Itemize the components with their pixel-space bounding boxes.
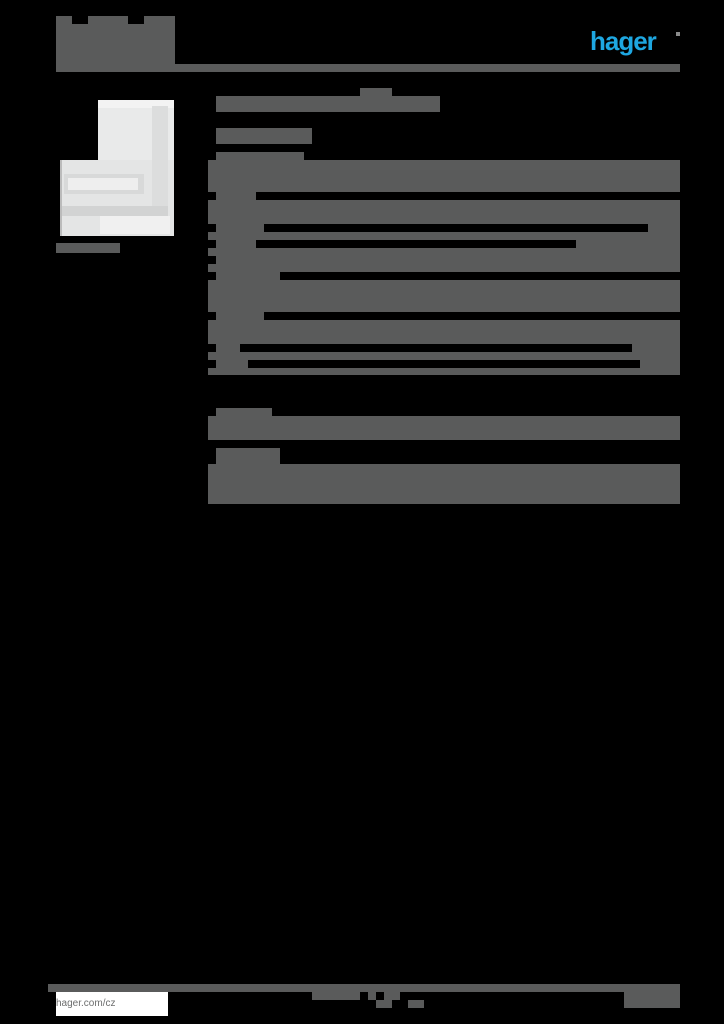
title-tab: [360, 88, 392, 96]
page-subtitle: [216, 128, 312, 144]
footer-notch: [376, 992, 384, 1000]
header-notch: [176, 40, 184, 64]
row-divider: [280, 272, 680, 280]
product-caption: [56, 243, 120, 253]
spec-table-heading: [216, 152, 304, 160]
footer-center-info: [312, 992, 400, 1000]
header-rule: [56, 64, 680, 72]
row-divider: [256, 240, 576, 248]
row-divider: [208, 360, 216, 368]
footer-website-link[interactable]: [56, 992, 168, 1016]
hager-logo: [590, 26, 680, 58]
product-image: [60, 98, 176, 238]
row-divider: [208, 312, 216, 320]
section-2-body: [208, 416, 680, 440]
row-divider: [264, 312, 680, 320]
footer-page-info: [624, 992, 680, 1008]
brand-logo-text: hager: [590, 26, 656, 56]
header-notch: [72, 16, 88, 24]
footer-notch: [392, 1000, 408, 1008]
logo-registered-mark: [676, 32, 680, 36]
page-title: [216, 96, 440, 112]
row-divider: [208, 256, 216, 264]
footer-notch: [360, 992, 368, 1000]
footer-rule: [48, 984, 680, 992]
row-divider: [256, 192, 680, 200]
row-divider: [208, 224, 216, 232]
row-divider: [264, 224, 648, 232]
row-divider: [248, 360, 640, 368]
row-divider: [208, 240, 216, 248]
row-divider: [240, 344, 632, 352]
row-divider: [208, 272, 216, 280]
section-3-heading: [216, 448, 280, 464]
section-3-body: [208, 464, 680, 504]
header-notch: [128, 16, 144, 24]
row-divider: [208, 344, 216, 352]
section-2-heading: [216, 408, 272, 416]
table-right-edge: [680, 152, 688, 375]
footer-website-text: hager.com/cz: [56, 998, 116, 1009]
row-divider: [208, 192, 216, 200]
